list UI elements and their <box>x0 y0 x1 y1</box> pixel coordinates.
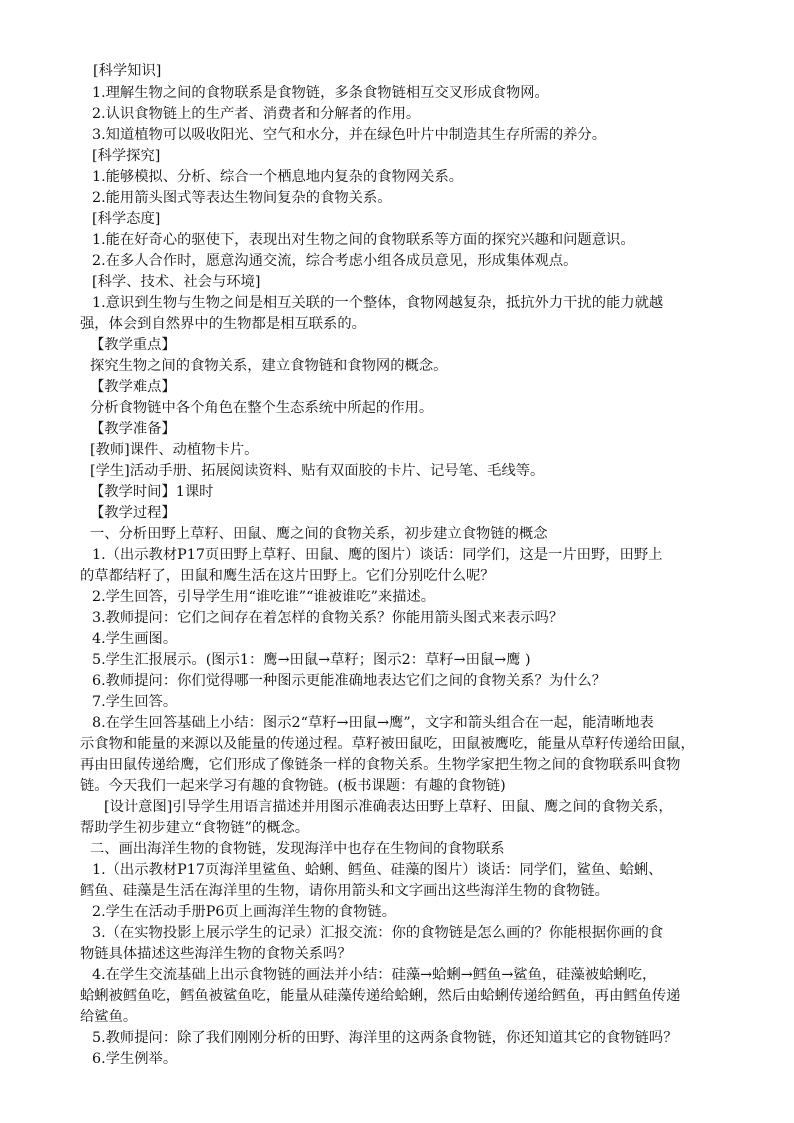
text-line: 探究生物之间的食物关系，建立食物链和食物网的概念。 <box>90 358 448 374</box>
text-line: 1.（出示教材P17页海洋里鲨鱼、蛤蜊、鳕鱼、硅藻的图片）谈话：同学们，鲨鱼、蛤蜊、 <box>92 862 663 878</box>
text-line: 4.在学生交流基础上出示食物链的画法并小结：硅藻→蛤蜊→鳕鱼→鲨鱼，硅藻被蛤蜊吃， <box>92 967 657 983</box>
text-line: [学生]活动手册、拓展阅读资料、贴有双面胶的卡片、记号笔、毛线等。 <box>90 463 545 479</box>
text-line: [设计意图]引导学生用语言描述并用图示准确表达田野上草籽、田鼠、鹰之间的食物关系， <box>104 799 673 815</box>
text-line: 2.能用箭头图式等表达生物间复杂的食物关系。 <box>92 190 392 206</box>
text-line: 物链具体描述这些海洋生物的食物关系吗？ <box>80 946 352 962</box>
text-line: 给鲨鱼。 <box>80 1009 138 1025</box>
text-line: 示食物和能量的来源以及能量的传递过程。草籽被田鼠吃，田鼠被鹰吃，能量从草籽传递给田鼠， <box>80 736 695 752</box>
text-line: 分析食物链中各个角色在整个生态系统中所起的作用。 <box>90 400 434 416</box>
text-line: 1.（出示教材P17页田野上草籽、田鼠、鹰的图片）谈话：同学们，这是一片田野，田野上 <box>92 547 663 563</box>
text-line: 3.教师提问：它们之间存在着怎样的食物关系？你能用箭头图式来表示吗？ <box>92 610 564 626</box>
text-line: 4.学生画图。 <box>92 631 178 647</box>
text-line: 【教学时间】1课时 <box>90 484 214 500</box>
section-heading: 【教学准备】 <box>90 421 176 437</box>
section-heading: 【教学难点】 <box>90 379 176 395</box>
text-line: 的草都结籽了，田鼠和鹰生活在这片田野上。它们分别吃什么呢？ <box>80 568 495 584</box>
text-line: 6.学生例举。 <box>92 1051 178 1067</box>
section-heading: [科学、技术、社会与环境] <box>92 274 261 290</box>
text-line: 强，体会到自然界中的生物都是相互联系的。 <box>80 316 366 332</box>
text-line: 再由田鼠传递给鹰，它们形成了像链条一样的食物关系。生物学家把生物之间的食物联系叫食物 <box>80 757 681 773</box>
section-heading: 【教学重点】 <box>90 337 176 353</box>
text-line: 2.在多人合作时，愿意沟通交流，综合考虑小组各成员意见，形成集体观点。 <box>92 253 578 269</box>
text-line: 链。今天我们一起来学习有趣的食物链。(板书课题：有趣的食物链) <box>80 778 506 794</box>
text-line: 8.在学生回答基础上小结：图示2“草籽→田鼠→鹰”，文字和箭头组合在一起，能清晰地表 <box>92 715 654 731</box>
text-line: 鳕鱼、硅藻是生活在海洋里的生物，请你用箭头和文字画出这些海洋生物的食物链。 <box>80 883 609 899</box>
section-heading: [科学知识] <box>93 63 162 79</box>
text-line: 5.教师提问：除了我们刚刚分析的田野、海洋里的这两条食物链，你还知道其它的食物链吗？ <box>92 1030 678 1046</box>
text-line: 1.意识到生物与生物之间是相互关联的一个整体，食物网越复杂，抵抗外力干扰的能力就越 <box>92 295 664 311</box>
text-line: 7.学生回答。 <box>92 694 178 710</box>
text-line: 一、分析田野上草籽、田鼠、鹰之间的食物关系，初步建立食物链的概念 <box>90 526 548 542</box>
text-line: 2.学生回答，引导学生用“谁吃谁”“谁被谁吃”来描述。 <box>92 589 436 605</box>
section-heading: [科学态度] <box>92 211 161 227</box>
text-line: 2.学生在活动手册P6页上画海洋生物的食物链。 <box>92 904 396 920</box>
text-line: 6.教师提问：你们觉得哪一种图示更能准确地表达它们之间的食物关系？为什么？ <box>92 673 607 689</box>
text-line: 1.理解生物之间的食物联系是食物链，多条食物链相互交叉形成食物网。 <box>92 85 549 101</box>
section-heading: 【教学过程】 <box>90 505 176 521</box>
text-line: 1.能够模拟、分析、综合一个栖息地内复杂的食物网关系。 <box>92 169 464 185</box>
text-line: 1.能在好奇心的驱使下，表现出对生物之间的食物联系等方面的探究兴趣和问题意识。 <box>92 232 635 248</box>
text-line: 3.（在实物投影上展示学生的记录）汇报交流：你的食物链是怎么画的？你能根据你画的食 <box>92 925 664 941</box>
text-line: 蛤蜊被鳕鱼吃，鳕鱼被鲨鱼吃，能量从硅藻传递给蛤蜊，然后由蛤蜊传递给鳕鱼，再由鳕鱼传递 <box>80 988 681 1004</box>
text-line: [教师]课件、动植物卡片。 <box>90 442 259 458</box>
section-heading: [科学探究] <box>92 148 161 164</box>
text-line: 二、画出海洋生物的食物链，发现海洋中也存在生物间的食物联系 <box>90 841 505 857</box>
text-line: 3.知道植物可以吸收阳光、空气和水分，并在绿色叶片中制造其生存所需的养分。 <box>92 127 607 143</box>
text-line: 2.认识食物链上的生产者、消费者和分解者的作用。 <box>92 106 421 122</box>
text-line: 帮助学生初步建立“食物链”的概念。 <box>80 820 310 836</box>
text-line: 5.学生汇报展示。(图示1：鹰→田鼠→草籽；图示2：草籽→田鼠→鹰 ) <box>92 652 531 668</box>
